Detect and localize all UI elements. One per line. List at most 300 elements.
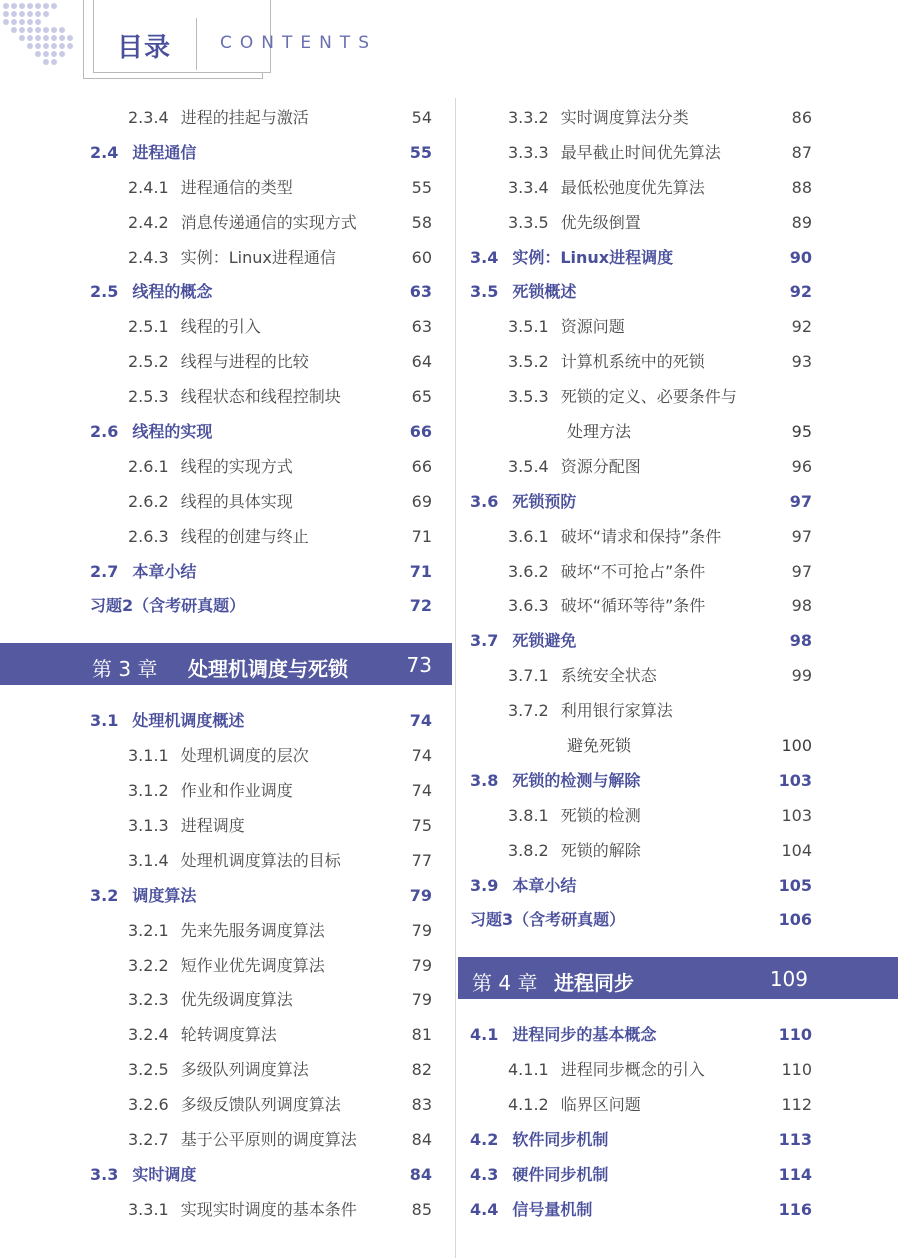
toc-number: 2.6.1 (128, 456, 169, 476)
toc-number: 3.7 (470, 631, 499, 651)
toc-number: 3.3 (90, 1164, 119, 1184)
toc-page-number: 86 (791, 108, 812, 127)
toc-section-row[interactable] (470, 1157, 812, 1192)
toc-subsection-row[interactable] (470, 728, 812, 763)
toc-number: 2.5.2 (128, 352, 169, 372)
toc-title: 进程同步的基本概念 (512, 1025, 657, 1045)
toc-subsection-row[interactable] (470, 414, 812, 449)
toc-title: 信号量机制 (512, 1199, 593, 1219)
toc-entry-text (470, 282, 576, 302)
toc-section-row[interactable] (90, 135, 432, 170)
toc-number: 2.4.2 (128, 212, 169, 232)
toc-entry-text (470, 1200, 592, 1220)
toc-page-number: 114 (778, 1164, 812, 1184)
toc-number: 2.6.2 (128, 491, 169, 511)
toc-entry-text (470, 631, 576, 651)
toc-subsection-row[interactable] (470, 1052, 812, 1087)
toc-number: 3.2.3 (128, 990, 169, 1010)
toc-entry-text (470, 492, 576, 512)
page-title: 目录 (117, 33, 172, 63)
toc-subsection-row[interactable] (470, 588, 812, 623)
toc-page-number: 64 (411, 352, 432, 372)
toc-entry-text (128, 921, 325, 941)
toc-title: 消息传递通信的实现方式 (180, 212, 357, 232)
toc-number: 3.6.3 (508, 596, 549, 616)
toc-section-row[interactable] (470, 484, 812, 519)
toc-section-row[interactable] (470, 623, 812, 658)
toc-entry-text (90, 562, 196, 582)
toc-page-number: 84 (411, 1130, 432, 1150)
toc-title: 线程的实现方式 (180, 456, 293, 476)
toc-page-number: 105 (778, 875, 812, 895)
toc-number: 4.1.1 (508, 1060, 549, 1080)
toc-number: 3.2.5 (128, 1060, 169, 1080)
toc-page-number: 79 (411, 955, 432, 975)
chapter-title: 处理机调度与死锁 (188, 657, 348, 682)
toc-entry-text (128, 1060, 309, 1080)
toc-subsection-row[interactable] (470, 519, 812, 554)
toc-entry-text (508, 701, 673, 721)
toc-title: 破坏“循环等待”条件 (560, 596, 706, 616)
toc-number: 3.5 (470, 282, 499, 302)
toc-number: 2.4 (90, 142, 119, 162)
toc-title: 进程通信 (132, 142, 197, 162)
toc-subsection-row[interactable] (90, 948, 432, 983)
toc-entry-text (508, 666, 657, 686)
toc-number: 4.4 (470, 1199, 499, 1219)
toc-entry-text (470, 248, 673, 268)
toc-entry-text (90, 711, 244, 731)
toc-number: 4.1.2 (508, 1095, 549, 1115)
toc-number: 3.7.1 (508, 666, 549, 686)
toc-page-number: 74 (411, 746, 432, 766)
toc-title: 破坏“请求和保持”条件 (560, 526, 722, 546)
toc-entry-text (508, 1060, 705, 1080)
toc-subsection-row[interactable] (470, 449, 812, 484)
toc-title: 短作业优先调度算法 (180, 955, 325, 975)
toc-section-row[interactable] (470, 274, 812, 309)
toc-entry-text (508, 387, 737, 407)
toc-page-number: 99 (791, 666, 812, 686)
toc-title: 基于公平原则的调度算法 (180, 1130, 357, 1150)
toc-title: 死锁预防 (512, 491, 577, 511)
toc-entry-text (470, 876, 576, 896)
toc-entry-text (508, 806, 641, 826)
toc-number: 3.3.4 (508, 177, 549, 197)
toc-page-number: 69 (411, 491, 432, 511)
toc-number: 3.8 (470, 770, 499, 790)
toc-page-number: 77 (411, 850, 432, 870)
header-separator (196, 18, 197, 70)
toc-number: 3.4 (470, 247, 499, 267)
toc-number: 2.5 (90, 282, 119, 302)
toc-entry-text (128, 816, 245, 836)
toc-title: 避免死锁 (567, 736, 632, 756)
chapter-number: 第 3 章 (92, 657, 158, 682)
toc-page-number: 79 (411, 920, 432, 940)
toc-page-number: 79 (409, 885, 432, 905)
toc-page-number: 110 (778, 1025, 812, 1045)
toc-subsection-row[interactable] (90, 843, 432, 878)
toc-title: 进程通信的类型 (180, 177, 293, 197)
toc-number: 2.7 (90, 561, 119, 581)
toc-title: 轮转调度算法 (180, 1025, 277, 1045)
toc-page-number: 55 (409, 142, 432, 162)
toc-subsection-row[interactable] (90, 519, 432, 554)
toc-subsection-row[interactable] (90, 808, 432, 843)
toc-entry-text (128, 1095, 341, 1115)
toc-title: 处理机调度算法的目标 (180, 850, 341, 870)
toc-entry-text (128, 457, 293, 477)
toc-title: 死锁的解除 (560, 840, 641, 860)
toc-entry-text (128, 213, 357, 233)
toc-section-row[interactable] (90, 414, 432, 449)
toc-title: 多级反馈队列调度算法 (180, 1095, 341, 1115)
toc-number: 3.5.2 (508, 352, 549, 372)
page-subtitle: CONTENTS (220, 33, 377, 53)
toc-subsection-row[interactable] (90, 170, 432, 205)
toc-number: 3.5.4 (508, 456, 549, 476)
toc-page-number: 74 (409, 711, 432, 731)
toc-title: 死锁的定义、必要条件与 (560, 387, 737, 407)
toc-title: 本章小结 (512, 875, 577, 895)
toc-title: 死锁的检测与解除 (512, 770, 641, 790)
toc-title: 实时调度 (132, 1164, 197, 1184)
toc-title: 进程调度 (180, 816, 245, 836)
toc-number: 3.3.2 (508, 108, 549, 127)
toc-page-number: 90 (789, 247, 812, 267)
toc-title: 临界区问题 (560, 1095, 641, 1115)
toc-entry-text (508, 352, 705, 372)
toc-entry-text (128, 178, 293, 198)
toc-number: 3.2.6 (128, 1095, 169, 1115)
toc-entry-text (90, 422, 212, 442)
corner-dots-decoration (0, 0, 95, 72)
toc-page-number: 93 (791, 352, 812, 372)
toc-page-number: 63 (409, 282, 432, 302)
toc-page-number: 97 (791, 526, 812, 546)
toc-entry-text (128, 108, 309, 128)
toc-subsection-row[interactable] (470, 344, 812, 379)
toc-page-number: 106 (778, 910, 812, 930)
toc-page-number: 65 (411, 387, 432, 407)
toc-title: 优先级倒置 (560, 212, 641, 232)
toc-entry-text (128, 492, 293, 512)
toc-title: 本章小结 (132, 561, 197, 581)
toc-subsection-row[interactable] (90, 1052, 432, 1087)
toc-page-number: 66 (409, 422, 432, 442)
toc-entry-text (508, 213, 641, 233)
toc-entry-text (90, 143, 196, 163)
toc-entry-text (128, 781, 293, 801)
toc-title: 处理机调度概述 (132, 711, 245, 731)
toc-subsection-row[interactable] (470, 170, 812, 205)
toc-title: 多级队列调度算法 (180, 1060, 309, 1080)
toc-number: 3.2.7 (128, 1130, 169, 1150)
toc-number: 3.2.1 (128, 920, 169, 940)
toc-number: 3.3.5 (508, 212, 549, 232)
toc-title: 系统安全状态 (560, 666, 657, 686)
toc-title: 线程状态和线程控制块 (180, 387, 341, 407)
toc-entry-text (90, 282, 212, 302)
toc-title: 线程的概念 (132, 282, 213, 302)
toc-page-number: 83 (411, 1095, 432, 1115)
toc-subsection-row[interactable] (90, 773, 432, 808)
toc-subsection-row[interactable] (470, 693, 812, 728)
toc-title: 死锁的检测 (560, 805, 641, 825)
toc-title: 调度算法 (132, 885, 197, 905)
toc-page-number: 75 (411, 816, 432, 836)
toc-entry-text (508, 596, 705, 616)
toc-page-number: 110 (781, 1060, 812, 1080)
chapter-title: 进程同步 (554, 971, 634, 996)
toc-number: 4.3 (470, 1164, 499, 1184)
toc-page-number: 60 (411, 247, 432, 267)
toc-subsection-row[interactable] (470, 798, 812, 833)
toc-left-column (90, 100, 432, 1227)
toc-entry-text (128, 352, 309, 372)
toc-entry-text (128, 1025, 277, 1045)
toc-title: 资源分配图 (560, 456, 641, 476)
toc-number: 3.2 (90, 885, 119, 905)
toc-subsection-row[interactable] (470, 135, 812, 170)
toc-number: 3.8.2 (508, 840, 549, 860)
toc-subsection-row[interactable] (90, 240, 432, 275)
toc-section-row[interactable] (470, 763, 812, 798)
toc-page-number: 98 (789, 631, 812, 651)
toc-page-number: 104 (781, 840, 812, 860)
toc-number: 3.5.1 (508, 317, 549, 337)
toc-page-number: 58 (411, 212, 432, 232)
toc-subsection-row[interactable] (90, 1192, 432, 1227)
toc-page-number: 100 (781, 736, 812, 756)
toc-title: 优先级调度算法 (180, 990, 293, 1010)
toc-section-row[interactable] (470, 240, 812, 275)
toc-page-number: 97 (789, 491, 812, 511)
toc-number: 3.1.2 (128, 781, 169, 801)
toc-page-number: 71 (409, 561, 432, 581)
toc-entry-text (128, 956, 325, 976)
toc-entry-text (128, 990, 293, 1010)
toc-page-number: 74 (411, 781, 432, 801)
toc-page-number: 87 (791, 142, 812, 162)
toc-page-number: 92 (791, 317, 812, 337)
toc-section-row[interactable] (90, 878, 432, 913)
toc-subsection-row[interactable] (470, 658, 812, 693)
toc-entry-text (128, 387, 341, 407)
toc-page-number: 55 (411, 177, 432, 197)
toc-title: 线程的具体实现 (180, 491, 293, 511)
toc-page-number: 92 (789, 282, 812, 302)
toc-entry-text (128, 1130, 357, 1150)
toc-subsection-row[interactable] (90, 100, 432, 135)
toc-subsection-row[interactable] (90, 205, 432, 240)
toc-entry-text (508, 1095, 641, 1115)
toc-section-row[interactable] (470, 1017, 812, 1052)
toc-number: 2.6.3 (128, 526, 169, 546)
toc-subsection-row[interactable] (90, 738, 432, 773)
toc-page-number: 95 (791, 422, 812, 442)
toc-title: 软件同步机制 (512, 1130, 609, 1150)
toc-number: 3.2.4 (128, 1025, 169, 1045)
toc-title: 最低松弛度优先算法 (560, 177, 705, 197)
toc-page-number: 103 (778, 770, 812, 790)
toc-entry-text (508, 143, 721, 163)
toc-title: 线程的实现 (132, 422, 213, 442)
toc-number: 2.6 (90, 422, 119, 442)
toc-subsection-row[interactable] (470, 554, 812, 589)
toc-page-number: 84 (409, 1164, 432, 1184)
toc-title: 资源问题 (560, 317, 625, 337)
chapter-page: 73 (406, 653, 432, 678)
toc-title: 硬件同步机制 (512, 1164, 609, 1184)
toc-subsection-row[interactable] (470, 100, 812, 135)
toc-title: 先来先服务调度算法 (180, 920, 325, 940)
toc-number: 3.6.1 (508, 526, 549, 546)
toc-page-number: 63 (411, 317, 432, 337)
chapter-banner[interactable] (0, 643, 452, 685)
toc-page-number: 81 (411, 1025, 432, 1045)
toc-entry-text (470, 1025, 656, 1045)
toc-number: 3.6.2 (508, 561, 549, 581)
toc-subsection-row[interactable] (90, 484, 432, 519)
toc-entry-text (128, 851, 341, 871)
toc-title: 习题2（含考研真题） (90, 596, 246, 616)
toc-subsection-row[interactable] (90, 1017, 432, 1052)
toc-entry-text (128, 746, 309, 766)
toc-number: 2.5.1 (128, 317, 169, 337)
toc-entry-text (90, 1165, 196, 1185)
toc-entry-text (508, 108, 689, 128)
toc-subsection-row[interactable] (90, 449, 432, 484)
toc-number: 3.9 (470, 875, 499, 895)
toc-title: 线程的引入 (180, 317, 261, 337)
toc-section-row[interactable] (470, 868, 812, 903)
toc-number: 4.2 (470, 1130, 499, 1150)
toc-entry-text (470, 771, 640, 791)
toc-subsection-row[interactable] (90, 379, 432, 414)
toc-page-number: 72 (409, 596, 432, 616)
toc-number: 3.3.3 (508, 142, 549, 162)
toc-title: 实例：Linux进程调度 (512, 247, 674, 267)
toc-section-row[interactable] (90, 274, 432, 309)
toc-section-row[interactable] (470, 1122, 812, 1157)
toc-title: 线程的创建与终止 (180, 526, 309, 546)
toc-exercise-row[interactable] (90, 588, 432, 623)
toc-entry-text (128, 317, 261, 337)
chapter-number: 第 4 章 (472, 971, 538, 996)
toc-subsection-row[interactable] (470, 309, 812, 344)
toc-entry-text (508, 317, 625, 337)
toc-section-row[interactable] (90, 554, 432, 589)
toc-subsection-row[interactable] (90, 913, 432, 948)
toc-number: 4.1 (470, 1025, 499, 1045)
toc-page-number: 96 (791, 456, 812, 476)
toc-number: 2.5.3 (128, 387, 169, 407)
toc-number: 2.3.4 (128, 108, 169, 127)
toc-number: 3.8.1 (508, 805, 549, 825)
toc-number: 3.1 (90, 711, 119, 731)
toc-page-number: 112 (781, 1095, 812, 1115)
toc-entry-text (128, 1200, 357, 1220)
toc-title: 线程与进程的比较 (180, 352, 309, 372)
toc-number: 3.1.4 (128, 850, 169, 870)
toc-entry-text (470, 1165, 608, 1185)
toc-number: 3.3.1 (128, 1199, 169, 1219)
toc-title: 实时调度算法分类 (560, 108, 689, 127)
toc-entry-text (508, 841, 641, 861)
toc-entry-text (128, 527, 309, 547)
toc-title: 死锁概述 (512, 282, 577, 302)
toc-number: 2.4.1 (128, 177, 169, 197)
toc-entry-text (508, 562, 705, 582)
toc-entry-text (508, 178, 705, 198)
toc-subsection-row[interactable] (90, 309, 432, 344)
toc-subsection-row[interactable] (90, 1122, 432, 1157)
toc-number: 3.7.2 (508, 701, 549, 721)
chapter-page: 109 (769, 967, 808, 992)
toc-title: 实现实时调度的基本条件 (180, 1199, 357, 1219)
toc-subsection-row[interactable] (470, 1087, 812, 1122)
toc-section-row[interactable] (470, 1192, 812, 1227)
toc-subsection-row[interactable] (90, 1087, 432, 1122)
toc-section-row[interactable] (90, 1157, 432, 1192)
toc-page-number: 113 (778, 1130, 812, 1150)
toc-title: 进程同步概念的引入 (560, 1060, 705, 1080)
toc-title: 处理方法 (567, 422, 632, 442)
toc-entry-text (508, 457, 641, 477)
toc-page-number: 54 (411, 108, 432, 127)
toc-subsection-row[interactable] (90, 982, 432, 1017)
toc-title: 死锁避免 (512, 631, 577, 651)
toc-page-number: 85 (411, 1199, 432, 1219)
toc-page-number: 88 (791, 177, 812, 197)
toc-title: 计算机系统中的死锁 (560, 352, 705, 372)
toc-title: 实例：Linux进程通信 (180, 247, 336, 267)
toc-entry-text (470, 1130, 608, 1150)
toc-entry-text (128, 248, 336, 268)
toc-page-number: 97 (791, 561, 812, 581)
column-divider (455, 98, 456, 1258)
toc-title: 习题3（含考研真题） (470, 910, 626, 930)
toc-page-number: 89 (791, 212, 812, 232)
toc-title: 破坏“不可抢占”条件 (560, 561, 706, 581)
toc-page-number: 103 (781, 805, 812, 825)
toc-section-row[interactable] (90, 703, 432, 738)
toc-title: 进程的挂起与激活 (180, 108, 309, 127)
toc-subsection-row[interactable] (470, 379, 812, 414)
toc-page-number: 66 (411, 456, 432, 476)
toc-number: 3.1.1 (128, 746, 169, 766)
toc-subsection-row[interactable] (470, 205, 812, 240)
chapter-banner[interactable] (458, 957, 898, 999)
toc-number: 2.4.3 (128, 247, 169, 267)
toc-subsection-row[interactable] (470, 833, 812, 868)
toc-page-number: 98 (791, 596, 812, 616)
toc-right-column (470, 100, 812, 1227)
toc-subsection-row[interactable] (90, 344, 432, 379)
toc-title: 作业和作业调度 (180, 781, 293, 801)
toc-title: 最早截止时间优先算法 (560, 142, 721, 162)
toc-entry-text (90, 886, 196, 906)
toc-title: 利用银行家算法 (560, 701, 673, 721)
toc-exercise-row[interactable] (470, 902, 812, 937)
toc-entry-text (508, 527, 721, 547)
toc-number: 3.1.3 (128, 816, 169, 836)
toc-number: 3.6 (470, 491, 499, 511)
toc-number: 3.2.2 (128, 955, 169, 975)
toc-page-number: 82 (411, 1060, 432, 1080)
